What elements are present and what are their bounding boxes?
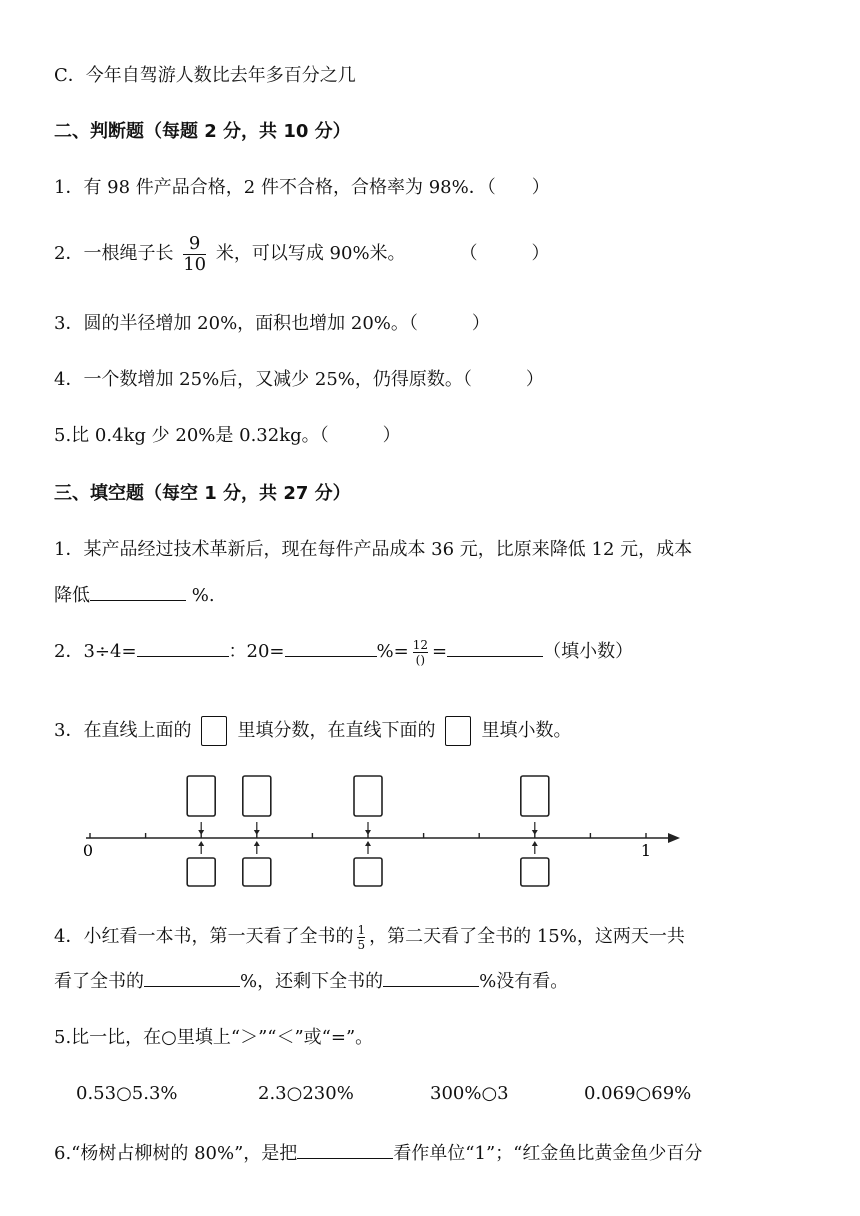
judgement-q2-pre: 2．一根绳子长: [54, 243, 174, 264]
number-line-figure: [76, 770, 686, 890]
fraction-denominator: 10: [183, 253, 207, 275]
section-title-judgement: 二、判断题（每题 2 分，共 10 分）: [54, 121, 351, 142]
fill-q6-post: 看作单位“1”；“红金鱼比黄金鱼少百分: [393, 1143, 703, 1164]
fraction-numerator: 12: [412, 637, 428, 652]
fraction-answer-box[interactable]: [243, 776, 271, 816]
fill-q1-line2: [54, 580, 215, 610]
fill-q2: [54, 630, 633, 674]
fill-q3-post: 里填小数。: [481, 720, 572, 741]
fraction-answer-box[interactable]: [187, 776, 215, 816]
answer-box-icon: [445, 716, 471, 746]
answer-blank[interactable]: [137, 636, 229, 657]
up-arrowhead-icon: [365, 841, 371, 846]
fill-q2-post: （填小数）: [543, 641, 634, 662]
fill-q2-pre: 2．3÷4=: [54, 641, 137, 662]
fill-q1-post: %.: [186, 585, 215, 606]
judgement-q4: 4．一个数增加 25%后，又减少 25%，仍得原数。（ ）: [54, 369, 544, 390]
fraction-numerator: 9: [188, 232, 201, 254]
fill-q6-pre: 6.“杨树占柳树的 80%”，是把: [54, 1143, 298, 1164]
fill-q4-line2: [54, 966, 568, 996]
up-arrowhead-icon: [198, 841, 204, 846]
fill-q4-b-post: %没有看。: [479, 971, 569, 992]
answer-blank[interactable]: [383, 966, 479, 987]
fraction-answer-box[interactable]: [521, 776, 549, 816]
fraction-answer-box[interactable]: [354, 776, 382, 816]
up-arrowhead-icon: [532, 841, 538, 846]
fill-q4-b-pre: 看了全书的: [54, 971, 144, 992]
answer-blank[interactable]: [297, 1138, 393, 1159]
fill-q2-mid1: ：20=: [228, 641, 285, 662]
answer-blank[interactable]: [90, 580, 186, 601]
judgement-q3: 3．圆的半径增加 20%，面积也增加 20%。（ ）: [54, 313, 490, 334]
number-line-end-label: 1: [640, 841, 652, 860]
fraction-denominator: (): [413, 652, 428, 667]
fill-q3-pre: 3．在直线上面的: [54, 720, 192, 741]
fill-q2-mid2: %=: [376, 641, 409, 662]
fill-q3: [54, 714, 571, 748]
decimal-answer-box[interactable]: [521, 858, 549, 886]
section-title-fill-blank: 三、填空题（每空 1 分，共 27 分）: [54, 483, 351, 504]
up-arrowhead-icon: [254, 841, 260, 846]
fraction-nine-tenths: [183, 234, 206, 275]
judgement-q2-post: 米，可以写成 90%米。 （ ）: [215, 243, 550, 264]
fill-q3-mid: 里填分数，在直线下面的: [237, 720, 436, 741]
judgement-q1: 1．有 98 件产品合格，2 件不合格，合格率为 98%．（ ）: [54, 177, 550, 198]
fill-q4-b-mid: %，还剩下全书的: [240, 971, 384, 992]
answer-blank[interactable]: [285, 636, 377, 657]
fraction-twelve-over-blank: [413, 638, 428, 667]
fill-q5: 5.比一比，在○里填上“＞”“＜”或“=”。: [54, 1027, 374, 1048]
compare-item-4: 0.069○69%: [584, 1083, 692, 1104]
number-line-arrow-icon: [668, 833, 680, 843]
fill-q1-line1: 1．某产品经过技术革新后，现在每件产品成本 36 元，比原来降低 12 元，成本: [54, 539, 693, 560]
fill-q6: [54, 1138, 702, 1168]
fill-q1-pre: 降低: [54, 585, 90, 606]
fill-q4-post: ，第二天看了全书的 15%，这两天一共: [369, 926, 685, 947]
answer-box-icon: [201, 716, 227, 746]
compare-item-1: 0.53○5.3%: [76, 1083, 178, 1104]
option-c: C．今年自驾游人数比去年多百分之几: [54, 65, 356, 86]
compare-item-2: 2.3○230%: [258, 1083, 354, 1104]
decimal-answer-box[interactable]: [187, 858, 215, 886]
fraction-denominator: 5: [357, 937, 366, 952]
fraction-one-fifth: [357, 923, 365, 952]
answer-blank[interactable]: [447, 636, 543, 657]
fill-q2-eq: =: [432, 641, 448, 662]
fill-q4-line1: [54, 912, 685, 962]
fraction-numerator: 1: [357, 922, 366, 937]
decimal-answer-box[interactable]: [243, 858, 271, 886]
number-line-start-label: 0: [82, 841, 94, 860]
decimal-answer-box[interactable]: [354, 858, 382, 886]
fill-q4-pre: 4．小红看一本书，第一天看了全书的: [54, 926, 354, 947]
answer-blank[interactable]: [144, 966, 240, 987]
judgement-q5: 5.比 0.4kg 少 20%是 0.32kg。（ ）: [54, 425, 401, 446]
judgement-q2: [54, 226, 550, 282]
compare-item-3: 300%○3: [430, 1083, 509, 1104]
